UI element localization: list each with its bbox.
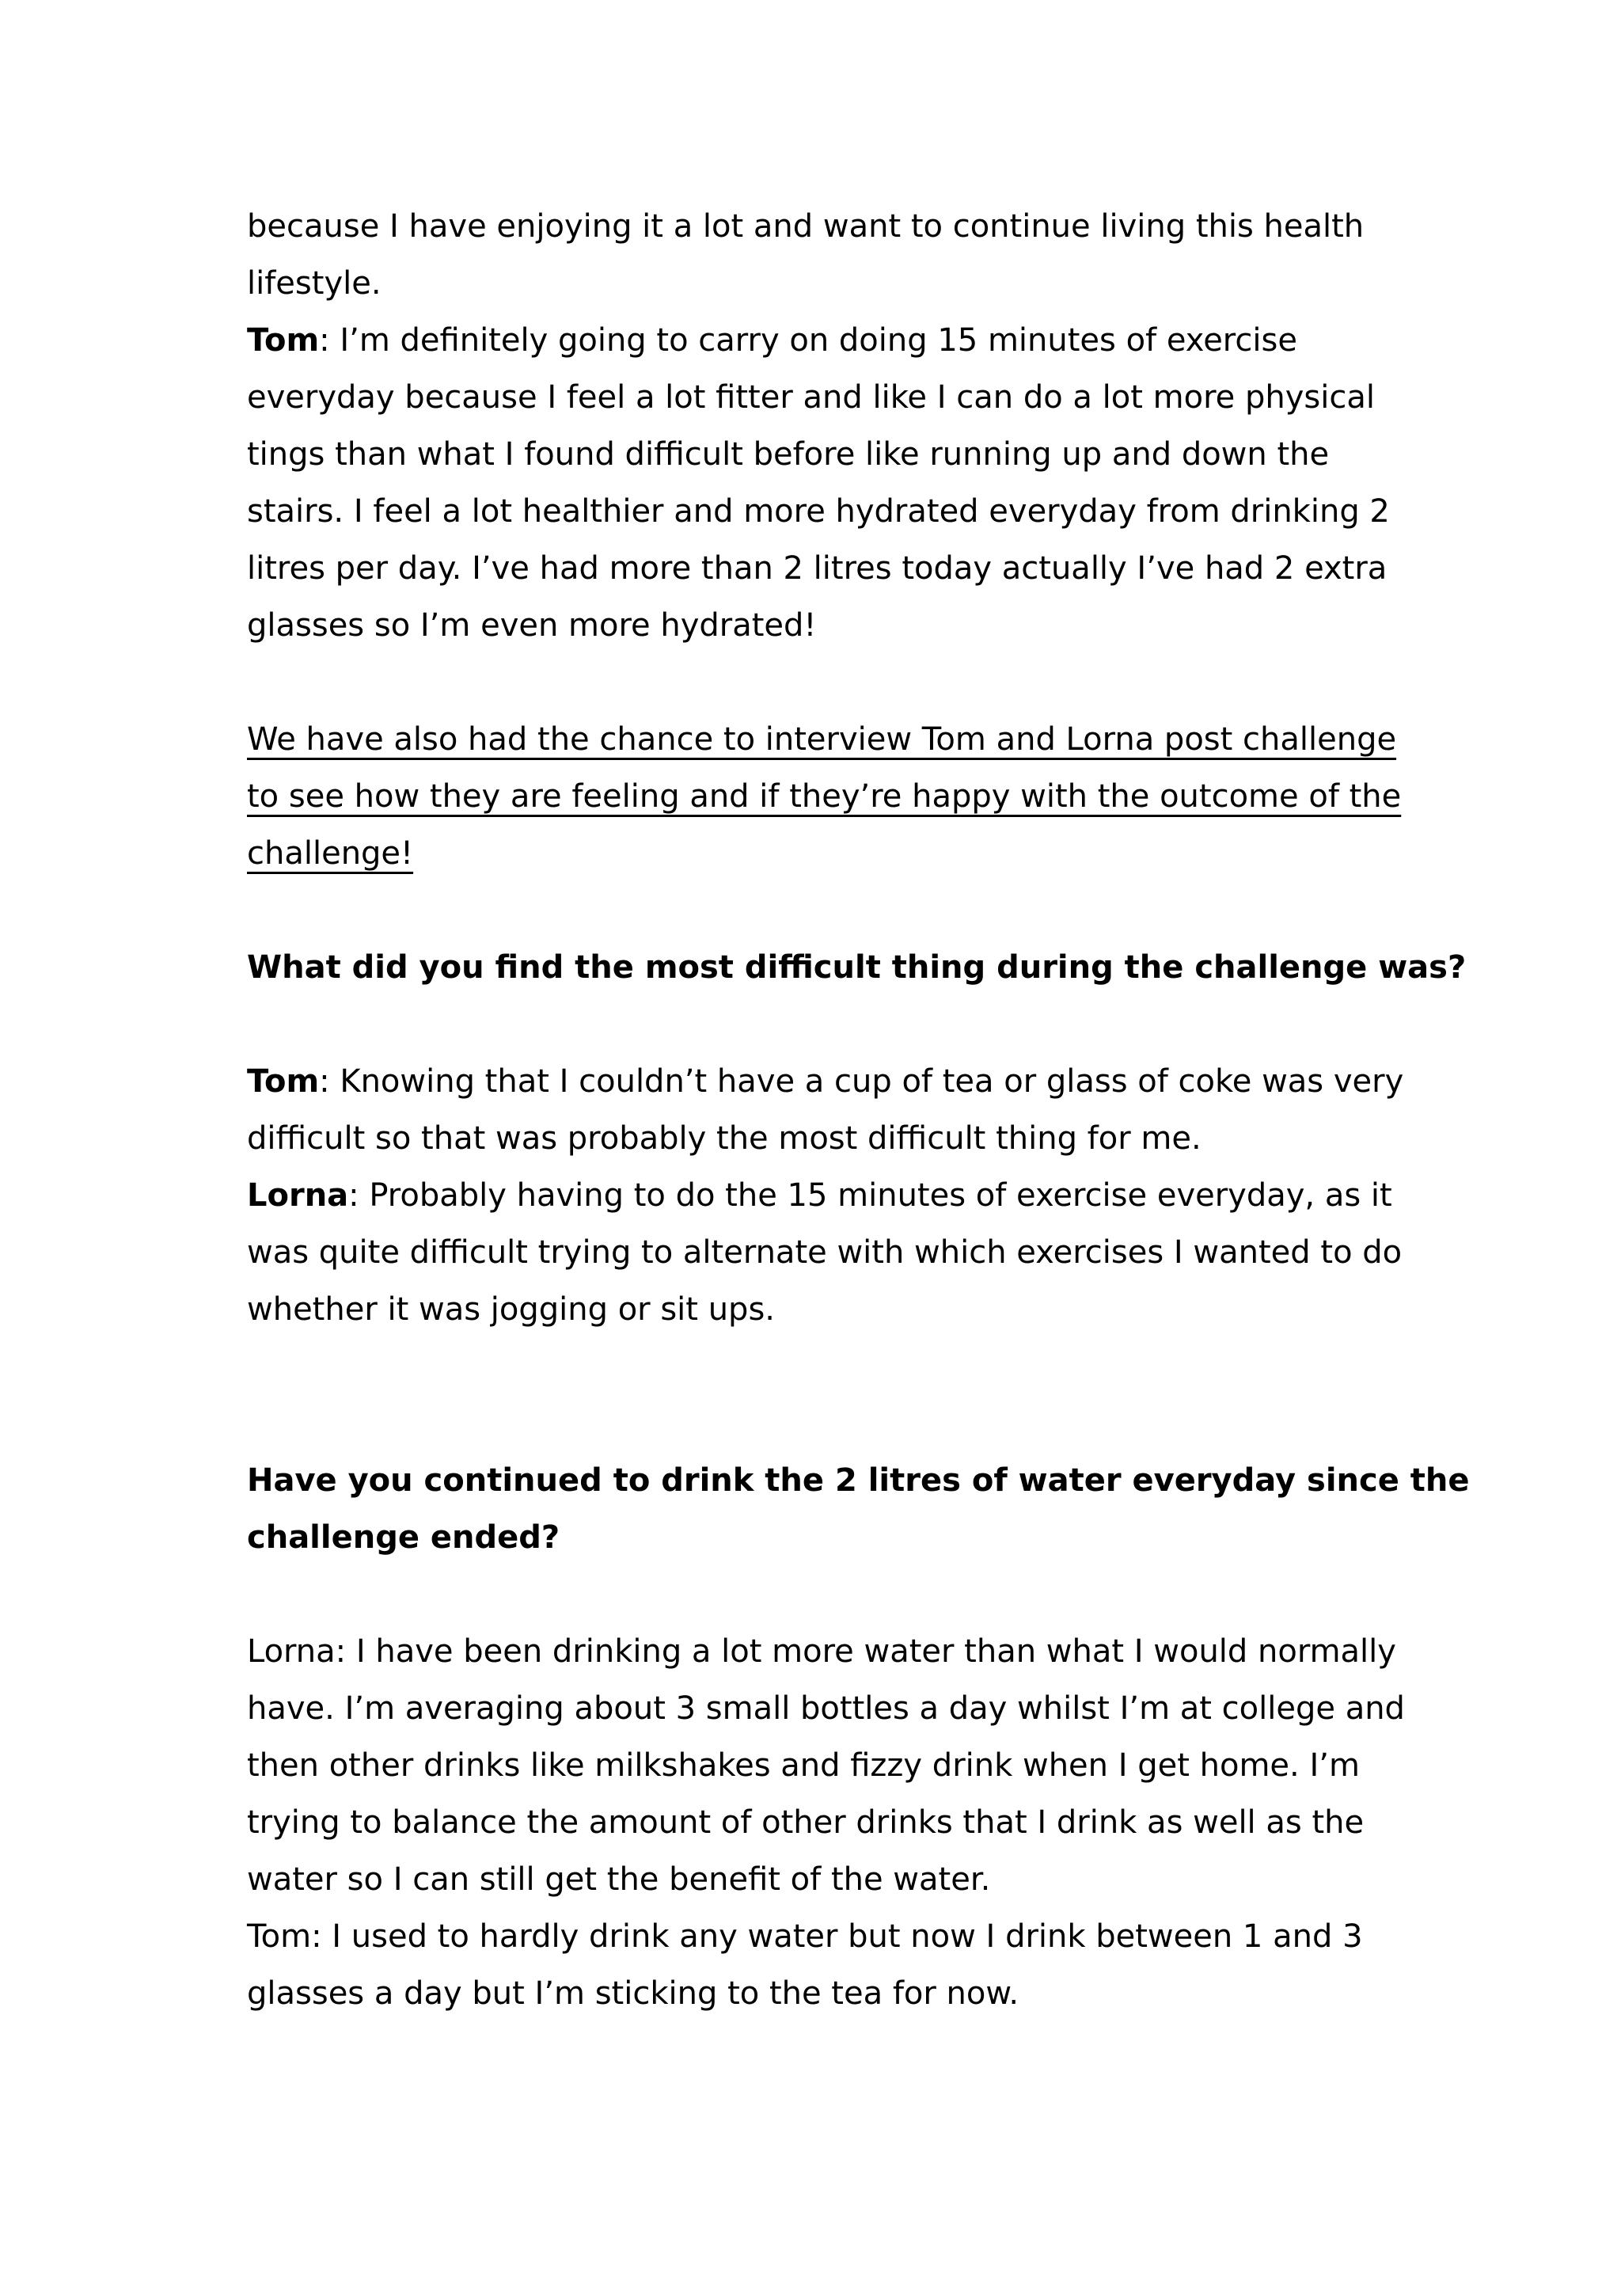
speaker-name: Tom <box>247 1063 320 1100</box>
text-line: was quite difficult trying to alternate with which exercises I wanted to do <box>247 1234 1403 1271</box>
question-heading <box>247 1452 1470 1566</box>
question-heading <box>247 939 1467 996</box>
text-line: water so I can still get the benefit of the water. <box>247 1861 991 1898</box>
interview-intro <box>247 711 1402 882</box>
text-line: because I have enjoying it a lot and want to continue living this health <box>247 208 1365 245</box>
answer-lorna <box>247 1167 1403 1338</box>
text-line <box>247 711 1397 768</box>
text-line: then other drinks like milkshakes and fizzy drink when I get home. I’m <box>247 1747 1360 1784</box>
speaker-text: : Knowing that I couldn’t have a cup of tea or glass of coke was very <box>319 1063 1404 1100</box>
text-line <box>247 1053 1404 1110</box>
paragraph-spacer <box>247 882 1363 939</box>
text-line: Have you continued to drink the 2 litres of water everyday since the <box>247 1462 1470 1499</box>
underlined-text: challenge! <box>247 835 414 872</box>
underlined-text: We have also had the chance to interview Tom and Lorna post challenge <box>247 721 1397 758</box>
text-line: difficult so that was probably the most difficult thing for me. <box>247 1120 1202 1157</box>
text-line <box>247 825 1363 882</box>
text-line <box>247 768 1402 825</box>
document-body <box>247 198 1470 2022</box>
text-line: everyday because I feel a lot fitter and like I can do a lot more physical <box>247 379 1375 416</box>
text-line: whether it was jogging or sit ups. <box>247 1291 775 1328</box>
text-line: lifestyle. <box>247 265 382 302</box>
text-line: trying to balance the amount of other drinks that I drink as well as the <box>247 1804 1365 1841</box>
answer-tom <box>247 1053 1404 1167</box>
paragraph-spacer <box>247 1338 1363 1452</box>
text-line: Tom: I used to hardly drink any water but now I drink between 1 and 3 <box>247 1918 1363 1955</box>
text-line: stairs. I feel a lot healthier and more hydrated everyday from drinking 2 <box>247 493 1390 530</box>
text-line: tings than what I found difficult before like running up and down the <box>247 436 1330 473</box>
paragraph-tom-answer <box>247 312 1390 654</box>
answer-lorna-water <box>247 1623 1405 1908</box>
text-line: glasses so I’m even more hydrated! <box>247 607 817 644</box>
text-line: have. I’m averaging about 3 small bottles a day whilst I’m at college and <box>247 1690 1405 1727</box>
text-line: Lorna: I have been drinking a lot more water than what I would normally <box>247 1633 1396 1670</box>
paragraph-spacer <box>247 654 1363 711</box>
text-line <box>247 312 1363 369</box>
text-line: What did you find the most difficult thing during the challenge was? <box>247 949 1467 986</box>
speaker-text: : I’m definitely going to carry on doing 15 minutes of exercise <box>319 322 1297 359</box>
text-line: glasses a day but I’m sticking to the tea for now. <box>247 1975 1019 2012</box>
text-line: litres per day. I’ve had more than 2 litres today actually I’ve had 2 extra <box>247 550 1388 587</box>
speaker-name: Tom <box>247 322 320 359</box>
underlined-text: to see how they are feeling and if they’re happy with the outcome of the <box>247 778 1402 815</box>
paragraph-spacer <box>247 1566 1363 1623</box>
text-line <box>247 1167 1392 1224</box>
text-line: challenge ended? <box>247 1519 560 1556</box>
answer-tom-water <box>247 1908 1363 2022</box>
paragraph-continuation <box>247 198 1363 312</box>
paragraph-spacer <box>247 996 1363 1053</box>
speaker-name: Lorna <box>247 1177 349 1214</box>
speaker-text: : Probably having to do the 15 minutes of exercise everyday, as it <box>348 1177 1392 1214</box>
